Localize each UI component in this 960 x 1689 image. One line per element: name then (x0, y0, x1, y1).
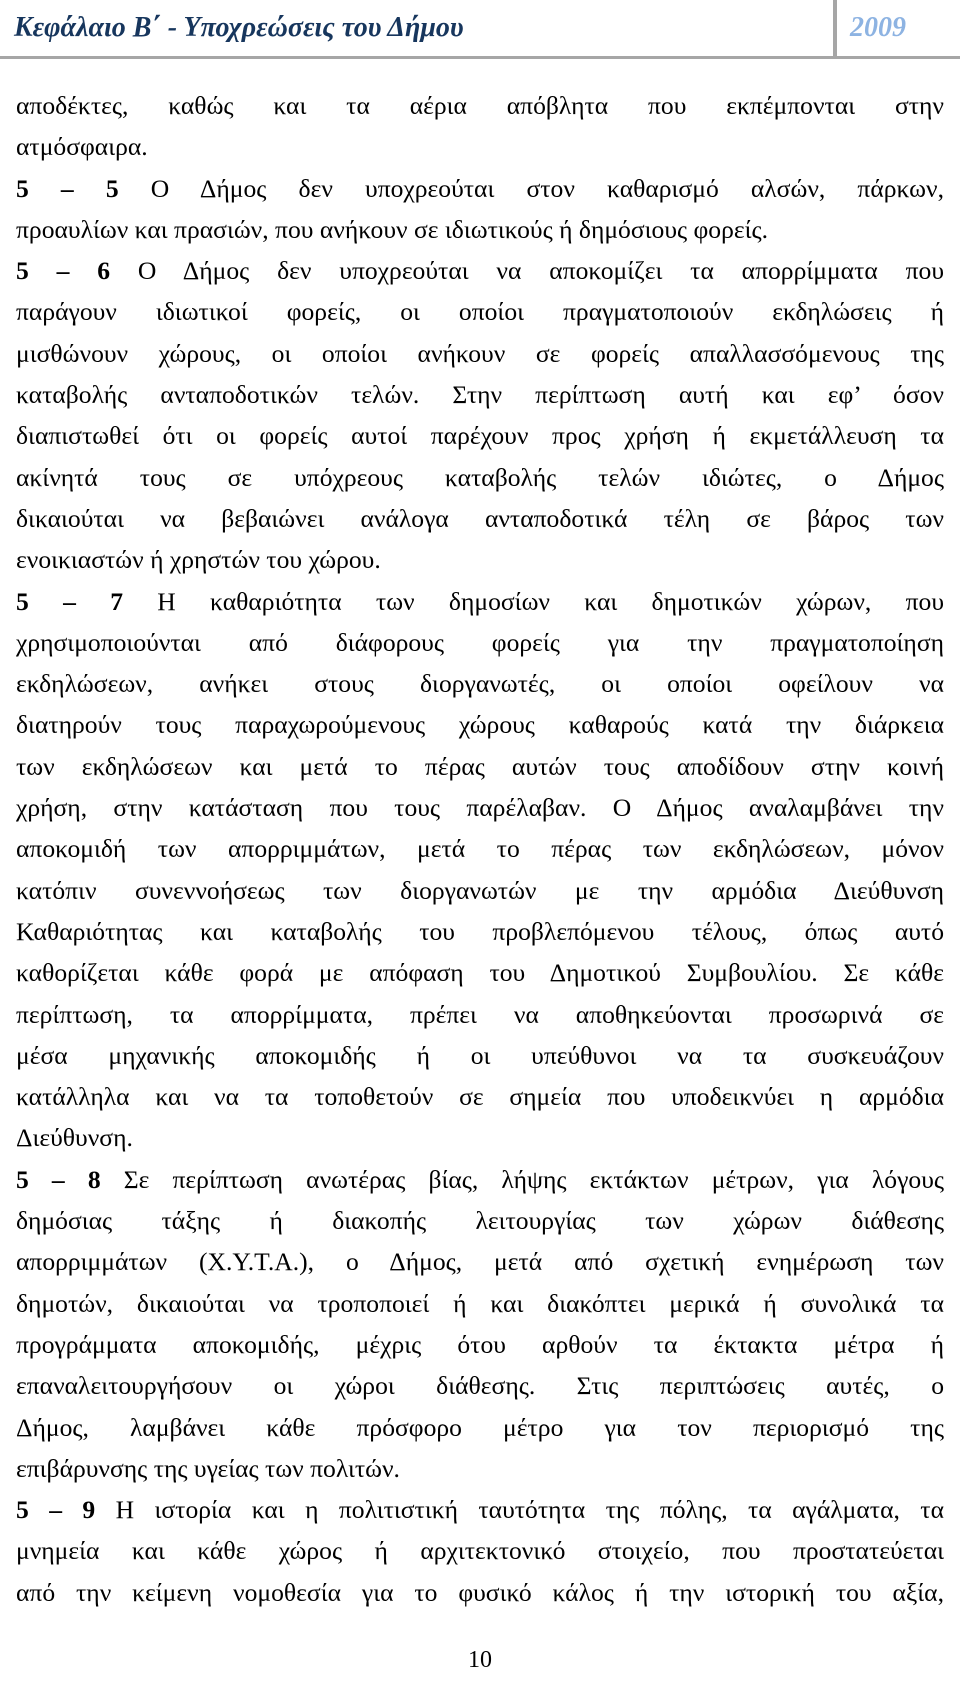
text-line (16, 787, 944, 828)
clause-number: 5 – 8 (16, 1164, 101, 1194)
line-text: μισθώνουν χώρους, οι οποίοι ανήκουν σε φορείς απαλλασσόμενους της (16, 338, 944, 368)
text-line (16, 539, 944, 580)
header-rule (0, 56, 960, 59)
line-text: δημοτών, δικαιούται να τροποποιεί ή και διακόπτει μερικά ή συνολικά τα (16, 1288, 944, 1318)
line-text: επαναλειτουργήσουν οι χώροι διάθεσης. Στις περιπτώσεις αυτές, ο (16, 1371, 944, 1401)
text-line (16, 1365, 944, 1406)
text-line (16, 1241, 944, 1282)
text-line (16, 952, 944, 993)
page-header (0, 0, 960, 58)
text-line (16, 291, 944, 332)
line-text: προγράμματα αποκομιδής, μέχρις ότου αρθούν τα έκτακτα μέτρα ή (16, 1329, 944, 1359)
text-line (16, 1076, 944, 1117)
text-line (16, 1283, 944, 1324)
text-line (16, 126, 944, 167)
text-line (16, 828, 944, 869)
line-text: καταβολής ανταποδοτικών τελών. Στην περίπτωση αυτή και εφ’ όσον (16, 380, 944, 410)
line-text: Ο Δήμος δεν υποχρεούται στον καθαρισμό αλσών, πάρκων, (118, 173, 944, 203)
clause-number: 5 – 6 (16, 256, 111, 286)
text-line (16, 1324, 944, 1365)
line-text: Καθαριότητας και καταβολής του προβλεπόμενου τέλους, όπως αυτό (16, 916, 944, 946)
text-line (16, 374, 944, 415)
text-line (16, 704, 944, 745)
line-text: εκδηλώσεων, ανήκει στους διοργανωτές, οι οποίοι οφείλουν να (16, 669, 944, 699)
text-line (16, 1035, 944, 1076)
text-line (16, 994, 944, 1035)
line-text: περίπτωση, τα απορρίμματα, πρέπει να αποθηκεύονται προσωρινά σε (16, 999, 944, 1029)
line-text: αποδέκτες, καθώς και τα αέρια απόβλητα που εκπέμπονται στην (16, 91, 944, 120)
line-text: Ο Δήμος δεν υποχρεούται να αποκομίζει τα απορρίμματα που (110, 256, 945, 286)
text-line (16, 457, 944, 498)
text-line (16, 1489, 944, 1530)
line-text: μνημεία και κάθε χώρος ή αρχιτεκτονικό στοιχείο, που προστατεύεται (16, 1536, 944, 1566)
line-text: παράγουν ιδιωτικοί φορείς, οι οποίοι πραγματοποιούν εκδηλώσεις ή (16, 297, 944, 327)
line-text: Διεύθυνση. (16, 1123, 133, 1153)
line-text: διαπιστωθεί ότι οι φορείς αυτοί παρέχουν προς χρήση ή εκμετάλλευση τα (16, 421, 944, 451)
text-line (16, 168, 944, 209)
line-text: Σε περίπτωση ανωτέρας βίας, λήψης εκτάκτων μέτρων, για λόγους (100, 1164, 944, 1194)
text-line (16, 622, 944, 663)
page-number: 10 (468, 1647, 492, 1673)
header-divider (833, 0, 837, 56)
line-text: ακίνητά τους σε υπόχρεους καταβολής τελών ιδιώτες, ο Δήμος (16, 462, 944, 492)
line-text: των εκδηλώσεων και μετά το πέρας αυτών τους αποδίδουν στην κοινή (16, 751, 944, 781)
text-line (16, 870, 944, 911)
line-text: δημόσιας τάξης ή διακοπής λειτουργίας των χώρων διάθεσης (16, 1206, 944, 1236)
line-text: κατάλληλα και να τα τοποθετούν σε σημεία που υποδεικνύει η αρμόδια (16, 1082, 944, 1112)
text-line (16, 911, 944, 952)
header-title: Κεφάλαιο Β΄ - Υποχρεώσεις του Δήμου (14, 12, 464, 43)
line-text: απορριμμάτων (Χ.Υ.Τ.Α.), ο Δήμος, μετά από σχετική ενημέρωση των (16, 1247, 944, 1277)
line-text: προαυλίων και πρασιών, που ανήκουν σε ιδιωτικούς ή δημόσιους φορείς. (16, 214, 769, 244)
text-line (16, 1448, 944, 1489)
line-text: Η καθαριότητα των δημοσίων και δημοτικών χώρων, που (122, 586, 944, 616)
text-line (16, 581, 944, 622)
line-text: χρησιμοποιούνται από διάφορους φορείς για την πραγματοποίηση (16, 627, 944, 657)
text-line (16, 85, 944, 126)
clause-number: 5 – 9 (16, 1495, 96, 1525)
document-body (16, 85, 944, 1613)
line-text: διατηρούν τους παραχωρούμενους χώρους καθαρούς κατά την διάρκεια (16, 710, 944, 740)
text-line (16, 209, 944, 250)
header-year: 2009 (850, 12, 906, 43)
clause-number: 5 – 5 (16, 173, 119, 203)
line-text: χρήση, στην κατάσταση που τους παρέλαβαν. Ο Δήμος αναλαμβάνει την (16, 793, 944, 823)
text-line (16, 1200, 944, 1241)
line-text: ενοικιαστών ή χρηστών του χώρου. (16, 545, 381, 575)
line-text: κατόπιν συνεννοήσεως των διοργανωτών με την αρμόδια Διεύθυνση (16, 875, 944, 905)
line-text: από την κείμενη νομοθεσία για το φυσικό κάλος ή την ιστορική του αξία, (16, 1577, 944, 1607)
text-line (16, 1407, 944, 1448)
clause-number: 5 – 7 (16, 586, 123, 616)
text-line (16, 250, 944, 291)
text-line (16, 498, 944, 539)
line-text: ατμόσφαιρα. (16, 132, 148, 162)
line-text: Δήμος, λαμβάνει κάθε πρόσφορο μέτρο για τον περιορισμό της (16, 1412, 944, 1442)
line-text: αποκομιδή των απορριμμάτων, μετά το πέρας των εκδηλώσεων, μόνον (16, 834, 944, 864)
line-text: μέσα μηχανικής αποκομιδής ή οι υπεύθυνοι να τα συσκευάζουν (16, 1040, 944, 1070)
text-line (16, 333, 944, 374)
line-text: καθορίζεται κάθε φορά με απόφαση του Δημοτικού Συμβουλίου. Σε κάθε (16, 958, 944, 988)
text-line (16, 663, 944, 704)
text-line (16, 1117, 944, 1158)
text-line (16, 1572, 944, 1613)
line-text: επιβάρυνσης της υγείας των πολιτών. (16, 1453, 400, 1483)
text-line (16, 1159, 944, 1200)
text-line (16, 1530, 944, 1571)
text-line (16, 415, 944, 456)
text-line (16, 746, 944, 787)
line-text: Η ιστορία και η πολιτιστική ταυτότητα της πόλης, τα αγάλματα, τα (95, 1495, 944, 1525)
line-text: δικαιούται να βεβαιώνει ανάλογα ανταποδοτικά τέλη σε βάρος των (16, 503, 944, 533)
